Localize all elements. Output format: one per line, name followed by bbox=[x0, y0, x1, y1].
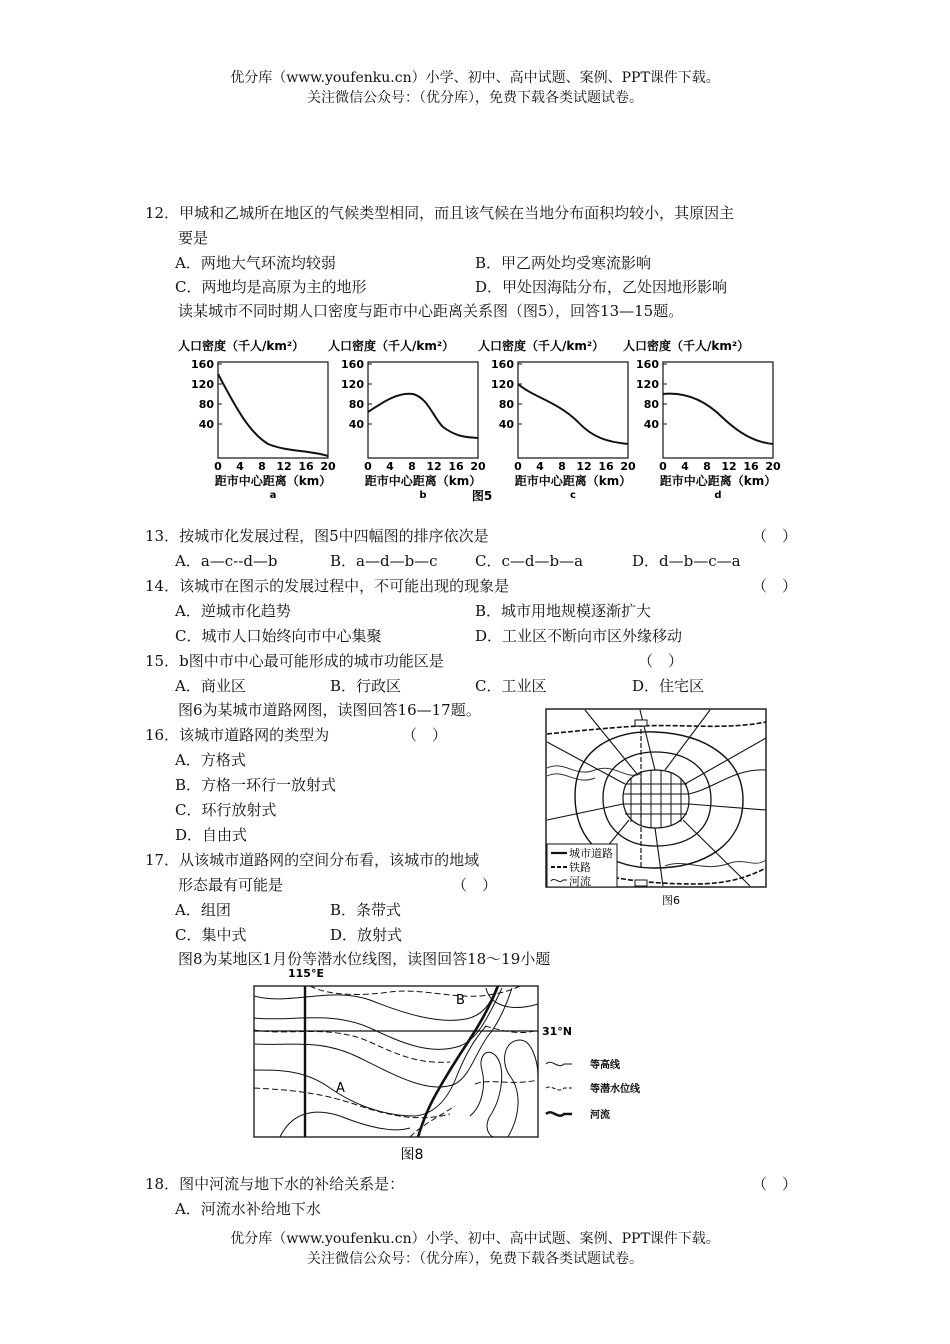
q16-answer-blank[interactable]: （ ） bbox=[402, 726, 448, 744]
fig6-caption: 图6 bbox=[662, 894, 680, 907]
fig5-xtick: 8 bbox=[558, 460, 566, 473]
header-line-1: 优分库（www.youfenku.cn）小学、初中、高中试题、案例、PPT课件下载。 bbox=[230, 70, 720, 86]
q15-answer-blank[interactable]: （ ） bbox=[638, 652, 684, 670]
q17-option-d[interactable]: D．放射式 bbox=[330, 926, 403, 944]
q12-option-a[interactable]: A．两地大气环流均较弱 bbox=[175, 254, 336, 272]
fig5-ylabel: 人口密度（千人/km²） bbox=[478, 339, 605, 353]
fig6-legend-road: 城市道路 bbox=[569, 847, 613, 860]
fig5-panel-label: d bbox=[714, 490, 722, 501]
fig8-label-a: A bbox=[336, 1081, 345, 1096]
q13-answer-blank[interactable]: （ ） bbox=[752, 527, 798, 545]
fig5-xtick: 4 bbox=[681, 460, 689, 473]
q14-option-a[interactable]: A．逆城市化趋势 bbox=[175, 602, 291, 620]
q16-stem: 16．该城市道路网的类型为 bbox=[145, 726, 330, 744]
fig5-ytick: 120 bbox=[636, 378, 659, 391]
figure-6-road-map bbox=[545, 708, 767, 908]
fig5-xtick: 20 bbox=[765, 460, 781, 473]
fig5-xtick: 0 bbox=[364, 460, 372, 473]
fig8-legend-watertable: 等潜水位线 bbox=[590, 1084, 640, 1095]
q17-option-b[interactable]: B．条带式 bbox=[330, 901, 402, 919]
fig5-xtick: 0 bbox=[514, 460, 522, 473]
q12-stem-cont: 要是 bbox=[178, 229, 209, 247]
fig5-ytick: 120 bbox=[491, 378, 514, 391]
footer-line-1: 优分库（www.youfenku.cn）小学、初中、高中试题、案例、PPT课件下载。 bbox=[230, 1231, 720, 1247]
fig5-ytick: 160 bbox=[491, 358, 514, 371]
fig5-plot-frame bbox=[368, 362, 478, 458]
fig5-ytick: 160 bbox=[636, 358, 659, 371]
q17-stem-cont: 形态最有可能是 bbox=[178, 876, 284, 894]
fig5-ytick: 40 bbox=[198, 418, 214, 431]
q17-answer-blank[interactable]: （ ） bbox=[452, 876, 498, 894]
fig8-caption: 图8 bbox=[400, 1147, 424, 1163]
fig5-ylabel: 人口密度（千人/km²） bbox=[328, 339, 455, 353]
fig8-latitude-label: 31°N bbox=[542, 1025, 573, 1038]
fig5-xlabel: 距市中心距离（km） bbox=[514, 474, 632, 488]
q13-option-a[interactable]: A．a—c--d—b bbox=[175, 552, 278, 570]
q12-option-d[interactable]: D．甲处因海陆分布，乙处因地形影响 bbox=[475, 278, 728, 296]
fig5-panel-b bbox=[328, 338, 486, 501]
fig8-legend-river: 河流 bbox=[590, 1110, 610, 1121]
fig5-panel-label: a bbox=[269, 490, 277, 501]
fig5-xtick: 4 bbox=[236, 460, 244, 473]
fig5-ytick: 120 bbox=[341, 378, 364, 391]
q13-option-d[interactable]: D．d—b—c—a bbox=[632, 552, 741, 570]
fig5-xlabel: 距市中心距离（km） bbox=[364, 474, 482, 488]
fig5-ytick: 80 bbox=[643, 398, 659, 411]
fig6-legend-river: 河流 bbox=[569, 875, 591, 888]
fig5-ytick: 40 bbox=[498, 418, 514, 431]
fig5-xtick: 20 bbox=[320, 460, 336, 473]
fig5-xtick: 0 bbox=[659, 460, 667, 473]
fig5-ytick: 160 bbox=[191, 358, 214, 371]
q17-stem: 17．从该城市道路网的空间分布看，该城市的地域 bbox=[145, 851, 480, 869]
fig8-legend-contour: 等高线 bbox=[590, 1060, 620, 1071]
fig5-xlabel: 距市中心距离（km） bbox=[214, 474, 332, 488]
intro-q18: 图8为某地区1月份等潜水位线图，读图回答18～19小题 bbox=[178, 950, 551, 968]
q18-stem: 18．图中河流与地下水的补给关系是： bbox=[145, 1175, 405, 1193]
fig5-plot-frame bbox=[218, 362, 328, 458]
intro-q16: 图6为某城市道路网图，读图回答16—17题。 bbox=[178, 701, 481, 719]
fig5-ytick: 80 bbox=[348, 398, 364, 411]
fig5-panel-c bbox=[478, 338, 636, 501]
fig5-xtick: 16 bbox=[448, 460, 464, 473]
intro-q13: 读某城市不同时期人口密度与距市中心距离关系图（图5），回答13—15题。 bbox=[178, 302, 684, 320]
q14-answer-blank[interactable]: （ ） bbox=[752, 577, 798, 595]
q15-option-d[interactable]: D．住宅区 bbox=[632, 677, 705, 695]
q18-answer-blank[interactable]: （ ） bbox=[752, 1175, 798, 1193]
fig5-plot-frame bbox=[518, 362, 628, 458]
fig5-panel-a bbox=[178, 338, 336, 501]
fig5-xtick: 20 bbox=[470, 460, 486, 473]
fig8-longitude-label: 115°E bbox=[288, 967, 324, 980]
fig5-xtick: 4 bbox=[386, 460, 394, 473]
q16-option-b[interactable]: B．方格一环行一放射式 bbox=[175, 776, 337, 794]
q13-stem: 13．按城市化发展过程，图5中四幅图的排序依次是 bbox=[145, 527, 489, 545]
q14-stem: 14．该城市在图示的发展过程中，不可能出现的现象是 bbox=[145, 577, 510, 595]
footer-line-2: 关注微信公众号：（优分库），免费下载各类试题试卷。 bbox=[307, 1251, 643, 1267]
fig5-ytick: 120 bbox=[191, 378, 214, 391]
q12-option-c[interactable]: C．两地均是高原为主的地形 bbox=[175, 278, 367, 296]
fig5-ytick: 80 bbox=[198, 398, 214, 411]
q14-option-d[interactable]: D．工业区不断向市区外缘移动 bbox=[475, 627, 683, 645]
fig5-xtick: 12 bbox=[576, 460, 592, 473]
q15-stem: 15．b图中市中心最可能形成的城市功能区是 bbox=[145, 652, 444, 670]
q15-option-a[interactable]: A．商业区 bbox=[175, 677, 246, 695]
q12-option-b[interactable]: B．甲乙两处均受寒流影响 bbox=[475, 254, 652, 272]
fig8-label-b: B bbox=[456, 993, 465, 1008]
fig6-legend-railway: 铁路 bbox=[569, 861, 591, 874]
q13-option-b[interactable]: B．a—d—b—c bbox=[330, 552, 438, 570]
fig5-ytick: 40 bbox=[643, 418, 659, 431]
fig5-ytick: 40 bbox=[348, 418, 364, 431]
q16-option-d[interactable]: D．自由式 bbox=[175, 826, 248, 844]
header-line-2: 关注微信公众号：（优分库），免费下载各类试题试卷。 bbox=[307, 90, 643, 106]
fig5-panel-label: c bbox=[570, 490, 576, 501]
fig5-xtick: 0 bbox=[214, 460, 222, 473]
fig5-ylabel: 人口密度（千人/km²） bbox=[178, 339, 305, 353]
q13-option-c[interactable]: C．c—d—b—a bbox=[475, 552, 584, 570]
fig5-xtick: 12 bbox=[426, 460, 442, 473]
fig5-xlabel: 距市中心距离（km） bbox=[659, 474, 777, 488]
fig5-ytick: 80 bbox=[498, 398, 514, 411]
q15-option-c[interactable]: C．工业区 bbox=[475, 677, 547, 695]
q16-option-c[interactable]: C．环行放射式 bbox=[175, 801, 277, 819]
q12-stem: 12．甲城和乙城所在地区的气候类型相同，而且该气候在当地分布面积均较小，其原因主 bbox=[145, 204, 735, 222]
fig5-xtick: 12 bbox=[276, 460, 292, 473]
fig5-caption: 图5 bbox=[471, 489, 493, 503]
figure-5 bbox=[170, 332, 790, 507]
fig5-plot-frame bbox=[663, 362, 773, 458]
fig5-ytick: 160 bbox=[341, 358, 364, 371]
figure-8-water-table-map bbox=[250, 966, 670, 1166]
fig5-xtick: 8 bbox=[408, 460, 416, 473]
q15-option-b[interactable]: B．行政区 bbox=[330, 677, 402, 695]
fig5-xtick: 16 bbox=[298, 460, 314, 473]
q17-option-a[interactable]: A．组团 bbox=[175, 901, 231, 919]
q16-option-a[interactable]: A．方格式 bbox=[175, 751, 246, 769]
fig5-xtick: 16 bbox=[598, 460, 614, 473]
fig5-xtick: 8 bbox=[703, 460, 711, 473]
q14-option-b[interactable]: B．城市用地规模逐渐扩大 bbox=[475, 602, 652, 620]
fig5-xtick: 4 bbox=[536, 460, 544, 473]
fig5-ylabel: 人口密度（千人/km²） bbox=[623, 339, 750, 353]
q14-option-c[interactable]: C．城市人口始终向市中心集聚 bbox=[175, 627, 382, 645]
fig5-xtick: 20 bbox=[620, 460, 636, 473]
fig5-panel-d bbox=[623, 338, 781, 501]
fig5-xtick: 16 bbox=[743, 460, 759, 473]
fig5-panel-label: b bbox=[419, 490, 427, 501]
q18-option-a[interactable]: A．河流水补给地下水 bbox=[175, 1200, 321, 1218]
fig5-xtick: 12 bbox=[721, 460, 737, 473]
q17-option-c[interactable]: C．集中式 bbox=[175, 926, 247, 944]
fig5-xtick: 8 bbox=[258, 460, 266, 473]
